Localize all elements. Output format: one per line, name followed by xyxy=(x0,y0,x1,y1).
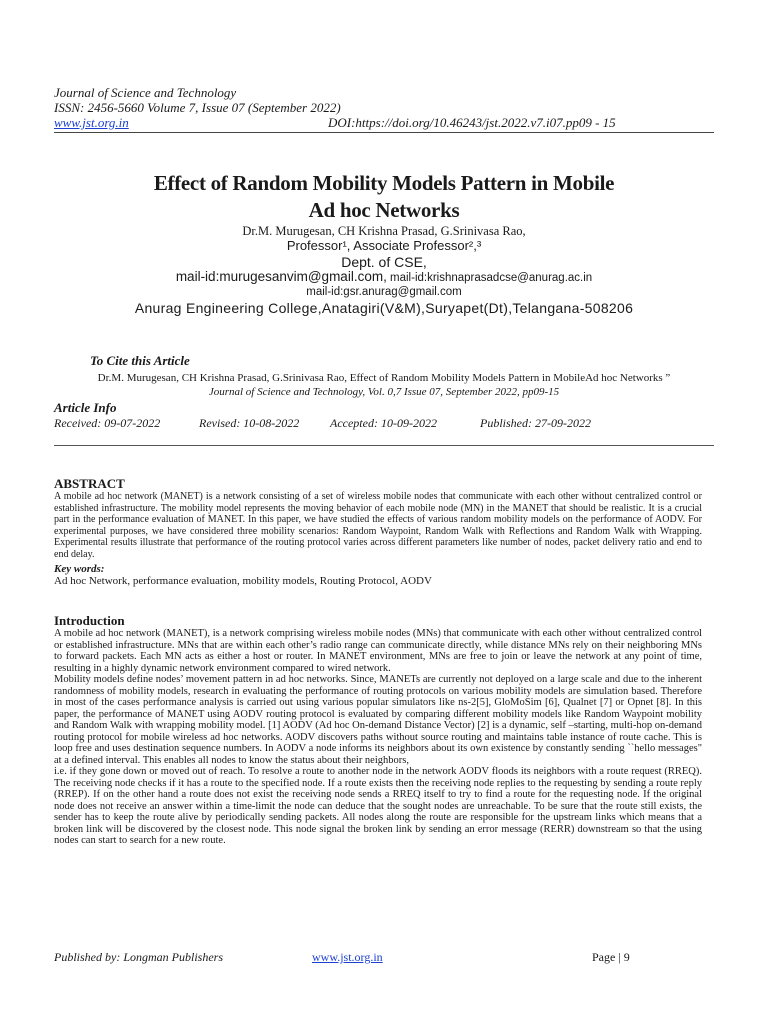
received-date: Received: 09-07-2022 xyxy=(54,416,161,430)
publisher: Published by: Longman Publishers xyxy=(54,950,223,964)
email-3: mail-id:gsr.anurag@gmail.com xyxy=(306,286,462,298)
accepted-date: Accepted: 10-09-2022 xyxy=(330,416,437,430)
introduction-body xyxy=(54,628,702,847)
footer-url-link[interactable]: www.jst.org.in xyxy=(312,950,383,964)
cite-line-1: Dr.M. Murugesan, CH Krishna Prasad, G.Srinivasa Rao, Effect of Random Mobility Models Pattern in MobileAd hoc Networks ” xyxy=(97,372,671,384)
article-info-heading: Article Info xyxy=(54,400,117,415)
email-1: mail-id:murugesanvim@gmail.com, xyxy=(175,269,387,284)
keywords-heading: Key words: xyxy=(54,563,105,575)
cite-line-2: Journal of Science and Technology, Vol. 0,7 Issue 07, September 2022, pp09-15 xyxy=(208,386,560,398)
journal-url-link[interactable]: www.jst.org.in xyxy=(54,115,129,130)
intro-paragraph-3: i.e. if they gone down or moved out of reach. To resolve a route to another node in the network AODV floods its neighbors with a route request (RREQ). The receiving node checks if it has a route to the specified node. If a route exists then the receiving node replies to the requesting by sending a route reply (RREP). If on the other hand a route does not exist the receiving node sends a RREQ itself to try to find a route for the requesting node. If the original node does not receive an answer within a time-limit the node can deduce that the sought nodes are unreachable. To be sure that the route still exists, the sender has to keep the route alive by periodically sending packets. All nodes along the route are responsible for the upstream links which means that a broken link will be discovered by the closest node. This node signal the broken link by sending an error message (RERR) downstream so that the using nodes can start to search for a new route. xyxy=(54,766,702,846)
authors: Dr.M. Murugesan, CH Krishna Prasad, G.Srinivasa Rao, xyxy=(242,224,526,238)
page-footer xyxy=(54,950,714,968)
header-rule xyxy=(54,132,714,133)
keywords-body: Ad hoc Network, performance evaluation, mobility models, Routing Protocol, AODV xyxy=(54,575,432,587)
header-url-row xyxy=(54,115,714,130)
introduction-heading: Introduction xyxy=(54,613,125,628)
college-address: Anurag Engineering College,Anatagiri(V&M),Suryapet(Dt),Telangana-508206 xyxy=(134,300,634,316)
cite-heading: To Cite this Article xyxy=(90,353,190,368)
doi-text: DOI:https://doi.org/10.46243/jst.2022.v7.i07.pp09 - 15 xyxy=(328,115,616,130)
article-dates xyxy=(54,416,714,432)
department: Dept. of CSE, xyxy=(341,254,427,270)
author-roles: Professor¹, Associate Professor²,³ xyxy=(286,238,482,253)
page-number: Page | 9 xyxy=(592,950,630,964)
published-date: Published: 27-09-2022 xyxy=(480,416,591,430)
title-line-2: Ad hoc Networks xyxy=(308,198,460,222)
abstract-body: A mobile ad hoc network (MANET) is a network consisting of a set of wireless mobile nodes that communicate with each other without centralized control or established infrastructure. The mobility model represents the moving behavior of each mobile node (MN) in the MANET that should be realistic. It is a crucial part in the performance evaluation of MANET. In this paper, we have studied the effects of various random mobility models on the performance of AODV. For experimental purposes, we have considered three mobility scenarios: Random Waypoint, Random Walk with Reflections and Random Walk with Wrapping. Experimental results illustrate that performance of the routing protocol varies across different parameters like number of nodes, packet delivery ratio and end to end delay. xyxy=(54,491,702,560)
abstract-heading: ABSTRACT xyxy=(54,476,125,491)
issn-line: ISSN: 2456-5660 Volume 7, Issue 07 (September 2022) xyxy=(54,100,341,115)
paper-title xyxy=(54,170,714,224)
title-line-1: Effect of Random Mobility Models Pattern in Mobile xyxy=(153,171,615,195)
revised-date: Revised: 10-08-2022 xyxy=(199,416,300,430)
email-line-1 xyxy=(54,269,714,286)
journal-name: Journal of Science and Technology xyxy=(54,85,237,100)
email-2: mail-id:krishnaprasadcse@anurag.ac.in xyxy=(386,272,593,284)
intro-paragraph-2: Mobility models define nodes’ movement pattern in ad hoc networks. Since, MANETs are currently not deployed on a large scale and due to the inherent randomness of mobility models, research in evaluating the performance of routing protocols on various mobility models are simulation based. Therefore in most of the cases performance analysis is carried out using various popular simulators like ns-2[5], GloMoSim [6], Qualnet [7] or Opnet [8]. In this paper, the performance of MANET using AODV routing protocol is evaluated by comparing different mobility models like Random Waypoint mobility and Random Walk with wrapping mobility model. [1] AODV (Ad hoc On-demand Distance Vector) [2] is a dynamic, self –starting, multi-hop on-demand routing protocol for mobile wireless ad hoc networks. AODV discovers paths without source routing and maintains table instance of route cache. This is loop free and uses destination sequence numbers. In AODV a node informs its neighbors about its own existence by constantly sending ``hello messages" at a defined interval. This enables all nodes to know the status about their neighbors, xyxy=(54,674,702,766)
intro-paragraph-1: A mobile ad hoc network (MANET), is a network comprising wireless mobile nodes (MNs) that communicate with each other without centralized control or established infrastructure. MNs that are within each other’s radio range can communicate directly, while distance MNs rely on their neighboring MNs to forward packets. Each MN acts as either a host or router. In MANET environment, MNs are free to join or leave the network at any point of time, resulting in a highly dynamic network environment compared to wired network. xyxy=(54,628,702,674)
article-info-rule xyxy=(54,445,714,446)
